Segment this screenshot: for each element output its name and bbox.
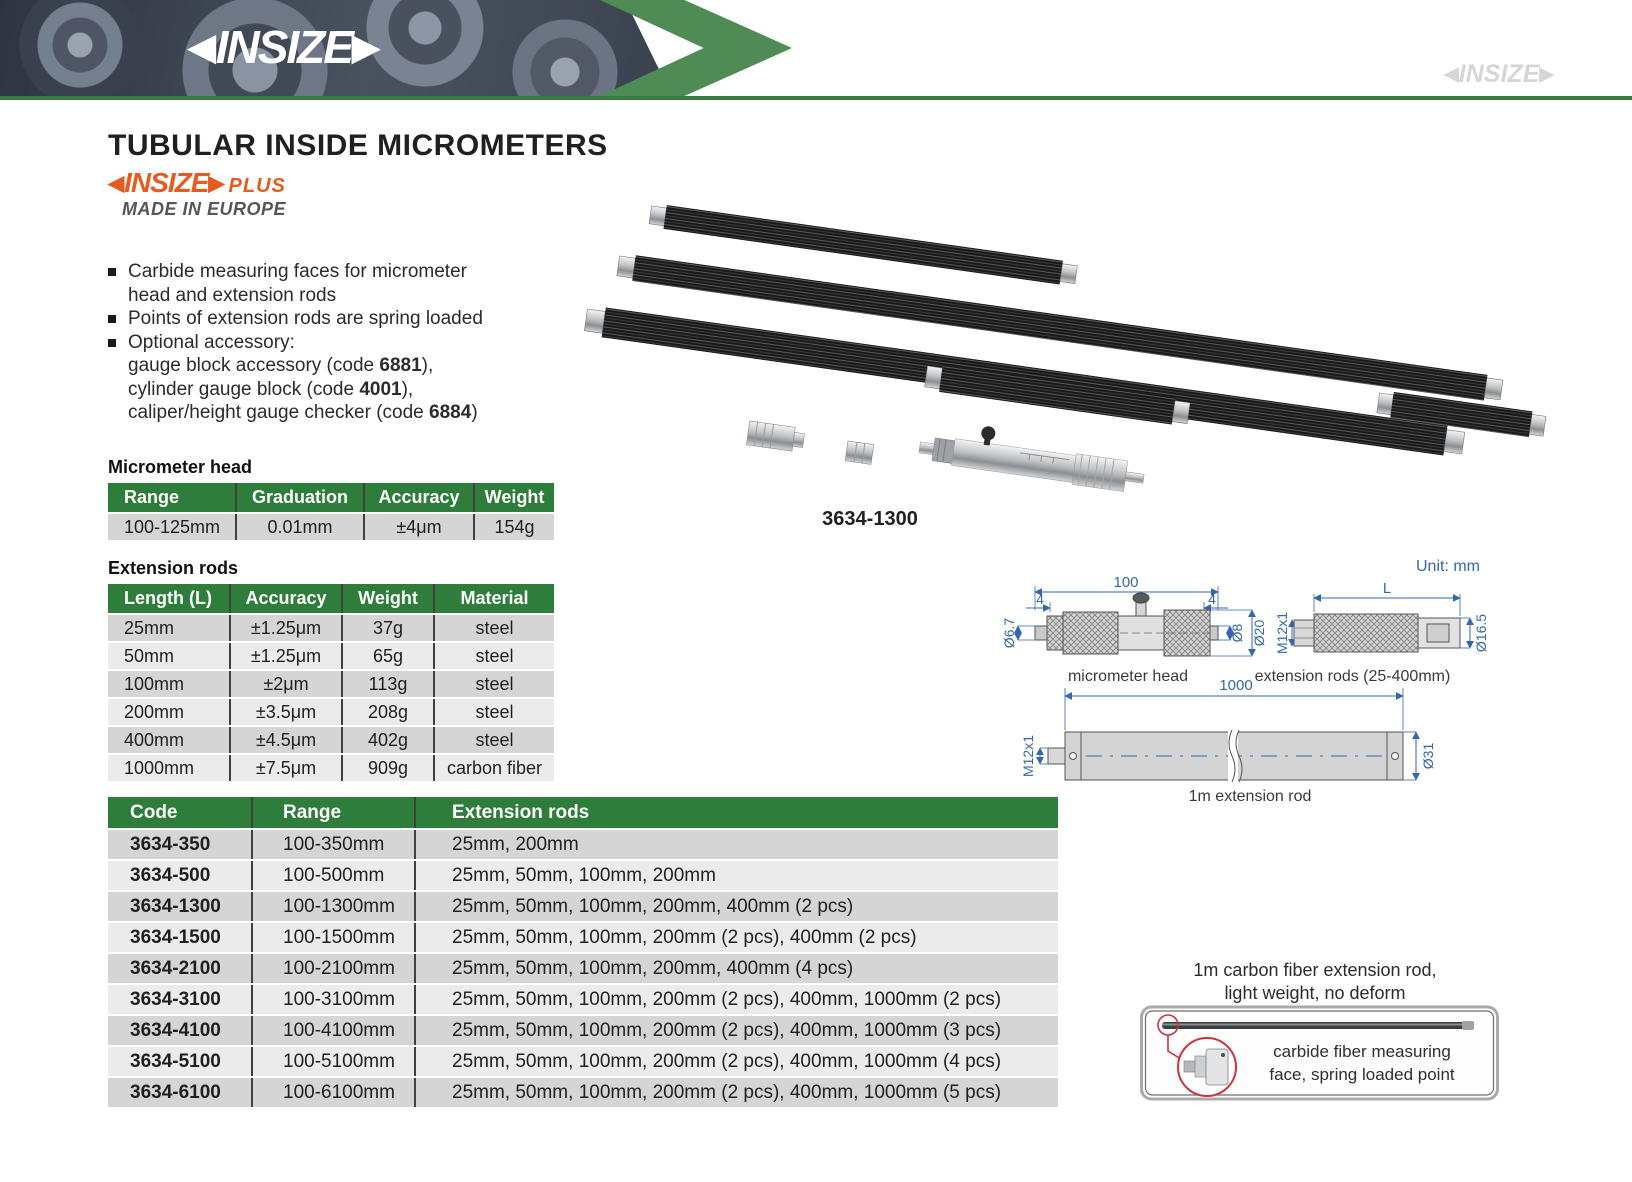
table-cell: ±4.5μm [230,726,342,754]
product-photo [580,165,1580,515]
table-cell: 1000mm [108,754,230,781]
extension-rod-diagram [1274,580,1489,654]
column-header: Accuracy [230,584,342,614]
accessory-code: 6881 [379,355,422,376]
table-cell: 3634-3100 [108,984,252,1015]
codes-table [108,797,1058,1107]
list-item [108,260,608,307]
feature-list [108,260,608,425]
table-cell: 100-4100mm [252,1015,415,1046]
extension-rod-diagram-caption: extension rods (25-400mm) [1254,668,1451,685]
page-title: TUBULAR INSIDE MICROMETERS [108,129,608,162]
table-cell: 25mm, 50mm, 100mm, 200mm [415,860,1058,891]
table-cell: 100-5100mm [252,1046,415,1077]
column-header: Graduation [236,483,364,513]
table-cell: 25mm, 200mm [415,829,1058,860]
table-row [108,1046,1058,1077]
micrometer-head-diagram [1001,574,1267,656]
svg-text:M12x1: M12x1 [1020,734,1036,778]
micrometer-head-table-caption: Micrometer head [108,457,253,477]
table-cell: 100mm [108,670,230,698]
svg-text:Ø31: Ø31 [1420,742,1436,770]
table-cell: 3634-4100 [108,1015,252,1046]
list-item [108,331,608,355]
callout-box-text: face, spring loaded point [1269,1065,1455,1084]
table-cell: 3634-1500 [108,922,252,953]
table-cell: 3634-350 [108,829,252,860]
table-cell: 208g [342,698,434,726]
table-cell: steel [434,698,554,726]
watermark-text: INSIZE [1458,60,1540,88]
feature-text [108,401,608,425]
micrometer-head-photo [918,417,1148,494]
table-cell: 25mm, 50mm, 100mm, 200mm (2 pcs), 400mm, 1000mm (4 pcs) [415,1046,1058,1077]
unit-label: Unit: mm [1416,558,1480,575]
table-cell: steel [434,642,554,670]
logo-text: INSIZE [215,21,352,73]
feature-text-segment: ), [401,378,414,400]
table-cell: 100-1500mm [252,922,415,953]
feature-text: head and extension rods [128,284,337,306]
column-header: Code [108,797,252,829]
column-header: Weight [474,483,554,513]
logo-right-arrow-icon: ▶ [351,26,380,67]
svg-text:1000: 1000 [1219,677,1253,694]
accessory-code: 4001 [359,378,402,400]
table-cell: 25mm, 50mm, 100mm, 200mm (2 pcs), 400mm, 1000mm (3 pcs) [415,1015,1058,1046]
table-cell: 3634-6100 [108,1077,252,1107]
table-row [108,984,1058,1015]
callout-title-line: light weight, no deform [1224,983,1406,1003]
table-cell: ±2μm [230,670,342,698]
carbon-fiber-callout-box [1140,1005,1500,1105]
accessory-code: 6884 [429,402,472,423]
table-cell: 200mm [108,698,230,726]
plus-logo-text: INSIZE [124,167,209,198]
table-cell: 100-350mm [252,829,415,860]
column-header: Weight [342,584,434,614]
table-cell: ±7.5μm [230,754,342,781]
nut-photo [845,441,874,464]
table-header-row [108,584,554,614]
list-item [108,307,608,331]
table-cell: 37g [342,614,434,642]
carbon-rod-image [1162,1021,1474,1030]
table-cell: 100-2100mm [252,953,415,984]
bullet-icon [108,315,116,323]
table-row [108,698,554,726]
table-cell: 25mm, 50mm, 100mm, 200mm, 400mm (2 pcs) [415,891,1058,922]
header-divider [0,96,1632,100]
table-cell: 113g [342,670,434,698]
column-header: Accuracy [364,483,474,513]
extension-rods-table [108,584,554,781]
feature-text-segment: cylinder gauge block (code [128,378,360,400]
watermark-right-arrow-icon: ▶ [1539,64,1554,85]
table-row [108,642,554,670]
table-row [108,513,554,540]
table-cell: carbon fiber [434,754,554,781]
table-cell: 3634-5100 [108,1046,252,1077]
bullet-icon [108,339,116,347]
insize-watermark [1444,60,1554,89]
svg-text:M12x1: M12x1 [1274,611,1290,655]
table-row [108,922,1058,953]
table-header-row [108,797,1058,829]
logo-left-arrow-icon: ◀ [188,26,216,67]
feature-text [108,378,608,402]
adapter-photo [746,421,805,453]
table-row [108,754,554,781]
header-banner [0,0,1632,100]
table-row [108,726,554,754]
column-header: Extension rods [415,797,1058,829]
micrometer-head-diagram-caption: micrometer head [1067,668,1189,685]
table-row [108,1077,1058,1107]
table-row [108,829,1058,860]
table-cell: 25mm, 50mm, 100mm, 200mm, 400mm (4 pcs) [415,953,1058,984]
svg-text:Ø6.7: Ø6.7 [1001,617,1017,649]
table-cell: 400mm [108,726,230,754]
column-header: Range [108,483,236,513]
bullet-icon [108,268,116,276]
micrometer-head-table [108,483,554,540]
plus-logo-left-arrow-icon: ◀ [108,172,125,195]
watermark-left-arrow-icon: ◀ [1444,64,1459,85]
insize-plus-logo [108,167,286,199]
svg-text:Ø20: Ø20 [1251,619,1267,647]
svg-text:Ø8: Ø8 [1229,623,1245,643]
svg-text:Ø16.5: Ø16.5 [1473,613,1489,653]
table-cell: 3634-500 [108,860,252,891]
feature-text-segment: caliper/height gauge checker (code [128,402,430,423]
table-header-row [108,483,554,513]
extension-rods-table-caption: Extension rods [108,558,239,578]
one-meter-rod-diagram [1020,677,1436,782]
product-code-caption: 3634-1300 [822,508,918,530]
table-cell: ±1.25μm [230,642,342,670]
svg-text:L: L [1382,580,1392,597]
one-meter-rod-diagram-caption: 1m extension rod [1188,788,1312,805]
made-in-europe-label: MADE IN EUROPE [122,199,287,219]
table-cell: 25mm, 50mm, 100mm, 200mm (2 pcs), 400mm (2 pcs) [415,922,1058,953]
table-cell: ±1.25μm [230,614,342,642]
table-cell: 25mm [108,614,230,642]
table-cell: 0.01mm [236,513,364,540]
feature-text: Points of extension rods are spring loaded [128,308,483,329]
callout-title-line: 1m carbon fiber extension rod, [1193,960,1437,980]
table-cell: 100-125mm [108,513,236,540]
table-row [108,860,1058,891]
table-cell: steel [434,614,554,642]
table-row [108,891,1058,922]
table-cell: 154g [474,513,554,540]
table-cell: 100-3100mm [252,984,415,1015]
column-header: Length (L) [108,584,230,614]
feature-text: Carbide measuring faces for micrometer [128,261,467,282]
callout-box-text: carbide fiber measuring [1273,1042,1451,1061]
column-header: Range [252,797,415,829]
svg-text:4: 4 [1208,591,1216,607]
svg-text:4: 4 [1036,591,1044,607]
svg-text:100: 100 [1113,574,1139,591]
callout-title [1130,959,1500,1005]
feature-text: Optional accessory: [128,331,295,353]
table-cell: 3634-1300 [108,891,252,922]
feature-text-segment: gauge block accessory (code [128,355,380,376]
table-cell: 65g [342,642,434,670]
plus-logo-right-arrow-icon: ▶ [208,172,225,195]
table-cell: 100-1300mm [252,891,415,922]
table-cell: 100-500mm [252,860,415,891]
table-cell: 25mm, 50mm, 100mm, 200mm (2 pcs), 400mm, 1000mm (5 pcs) [415,1077,1058,1107]
table-cell: ±3.5μm [230,698,342,726]
feature-text [108,354,608,378]
table-cell: steel [434,726,554,754]
table-cell: 3634-2100 [108,953,252,984]
plus-label: PLUS [228,175,286,197]
table-cell: steel [434,670,554,698]
table-row [108,614,554,642]
insize-logo [188,20,380,74]
table-row [108,953,1058,984]
table-cell: 100-6100mm [252,1077,415,1107]
table-row [108,670,554,698]
table-cell: 402g [342,726,434,754]
table-cell: ±4μm [364,513,474,540]
feature-text-segment: ), [421,355,434,376]
feature-text-segment: ) [471,402,478,423]
column-header: Material [434,584,554,614]
table-cell: 25mm, 50mm, 100mm, 200mm (2 pcs), 400mm, 1000mm (2 pcs) [415,984,1058,1015]
table-cell: 909g [342,754,434,781]
table-cell: 50mm [108,642,230,670]
table-row [108,1015,1058,1046]
